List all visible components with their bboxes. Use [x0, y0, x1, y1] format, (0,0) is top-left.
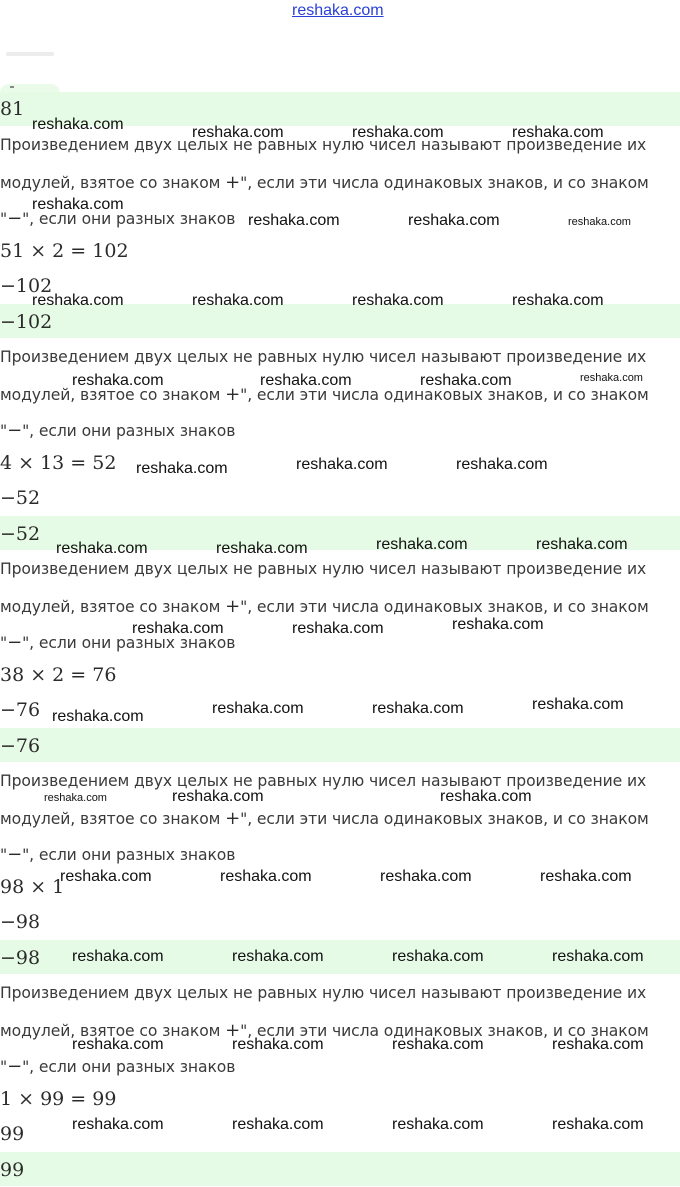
result: −102	[0, 275, 53, 297]
watermark: reshaka.com	[392, 1116, 484, 1133]
watermark: reshaka.com	[536, 536, 628, 553]
watermark: reshaka.com	[220, 868, 312, 885]
tab-indicator	[6, 52, 54, 56]
rule-line-1: Произведением двух целых не равных нулю чисел называют произведение их	[0, 136, 647, 154]
watermark: reshaka.com	[260, 372, 352, 389]
watermark: reshaka.com	[532, 696, 624, 713]
rule-line-1: Произведением двух целых не равных нулю чисел называют произведение их	[0, 560, 647, 578]
watermark: reshaka.com	[72, 1036, 164, 1053]
watermark: reshaka.com	[568, 216, 631, 228]
watermark: reshaka.com	[72, 948, 164, 965]
calculation: 38 × 2 = 76	[0, 664, 117, 686]
result: 99	[0, 1123, 25, 1145]
watermark: reshaka.com	[440, 788, 532, 805]
watermark: reshaka.com	[52, 708, 144, 725]
answer-value: −102	[0, 311, 53, 333]
watermark: reshaka.com	[136, 460, 228, 477]
result: −52	[0, 487, 41, 509]
watermark: reshaka.com	[132, 620, 224, 637]
watermark: reshaka.com	[512, 292, 604, 309]
result: −76	[0, 699, 41, 721]
calculation: 1 × 99 = 99	[0, 1088, 117, 1110]
watermark: reshaka.com	[512, 124, 604, 141]
rule-line-2: модулей, взятое со знаком +", если эти числа одинаковых знаков, и со знаком	[0, 1020, 649, 1041]
watermark: reshaka.com	[452, 616, 544, 633]
watermark: reshaka.com	[44, 792, 107, 804]
rule-line-3: "−", если они разных знаков	[0, 844, 236, 865]
rule-line-2: модулей, взятое со знаком +", если эти числа одинаковых знаков, и со знаком	[0, 596, 649, 617]
watermark: reshaka.com	[456, 456, 548, 473]
watermark: reshaka.com	[216, 540, 308, 557]
watermark: reshaka.com	[352, 292, 444, 309]
answer-value: −98	[0, 947, 41, 969]
tab-mark	[10, 86, 14, 88]
watermark: reshaka.com	[72, 372, 164, 389]
watermark: reshaka.com	[232, 948, 324, 965]
watermark: reshaka.com	[296, 456, 388, 473]
rule-line-1: Произведением двух целых не равных нулю чисел называют произведение их	[0, 772, 647, 790]
answer-band	[0, 1152, 680, 1186]
rule-line-2: модулей, взятое со знаком +", если эти числа одинаковых знаков, и со знаком	[0, 384, 649, 405]
watermark: reshaka.com	[408, 212, 500, 229]
watermark: reshaka.com	[248, 212, 340, 229]
rule-line-2: модулей, взятое со знаком +", если эти числа одинаковых знаков, и со знаком	[0, 808, 649, 829]
watermark: reshaka.com	[376, 536, 468, 553]
answer-value: 81	[0, 98, 25, 120]
rule-line-3: "−", если они разных знаков	[0, 420, 236, 441]
watermark: reshaka.com	[32, 116, 124, 133]
watermark: reshaka.com	[212, 700, 304, 717]
watermark: reshaka.com	[192, 124, 284, 141]
watermark: reshaka.com	[192, 292, 284, 309]
watermark: reshaka.com	[580, 372, 643, 384]
watermark: reshaka.com	[172, 788, 264, 805]
answer-value: −52	[0, 523, 41, 545]
rule-line-3: "−", если они разных знаков	[0, 208, 236, 229]
rule-line-3: "−", если они разных знаков	[0, 1056, 236, 1077]
watermark: reshaka.com	[232, 1116, 324, 1133]
watermark: reshaka.com	[392, 1036, 484, 1053]
calculation: 98 × 1	[0, 876, 65, 898]
watermark: reshaka.com	[420, 372, 512, 389]
result: −98	[0, 911, 41, 933]
watermark: reshaka.com	[56, 540, 148, 557]
watermark: reshaka.com	[540, 868, 632, 885]
calculation: 4 × 13 = 52	[0, 452, 117, 474]
watermark: reshaka.com	[32, 292, 124, 309]
watermark: reshaka.com	[392, 948, 484, 965]
watermark: reshaka.com	[552, 948, 644, 965]
watermark: reshaka.com	[60, 868, 152, 885]
answer-band	[0, 728, 680, 762]
site-link[interactable]: reshaka.com	[292, 2, 384, 19]
watermark: reshaka.com	[72, 1116, 164, 1133]
watermark: reshaka.com	[552, 1116, 644, 1133]
calculation: 51 × 2 = 102	[0, 240, 129, 262]
watermark: reshaka.com	[552, 1036, 644, 1053]
watermark: reshaka.com	[380, 868, 472, 885]
watermark: reshaka.com	[372, 700, 464, 717]
watermark: reshaka.com	[32, 196, 124, 213]
rule-line-1: Произведением двух целых не равных нулю чисел называют произведение их	[0, 984, 647, 1002]
answer-value: −76	[0, 735, 41, 757]
watermark: reshaka.com	[352, 124, 444, 141]
answer-value: 99	[0, 1159, 25, 1181]
rule-line-1: Произведением двух целых не равных нулю чисел называют произведение их	[0, 348, 647, 366]
rule-line-3: "−", если они разных знаков	[0, 632, 236, 653]
rule-line-2: модулей, взятое со знаком +", если эти числа одинаковых знаков, и со знаком	[0, 172, 649, 193]
watermark: reshaka.com	[232, 1036, 324, 1053]
watermark: reshaka.com	[292, 620, 384, 637]
